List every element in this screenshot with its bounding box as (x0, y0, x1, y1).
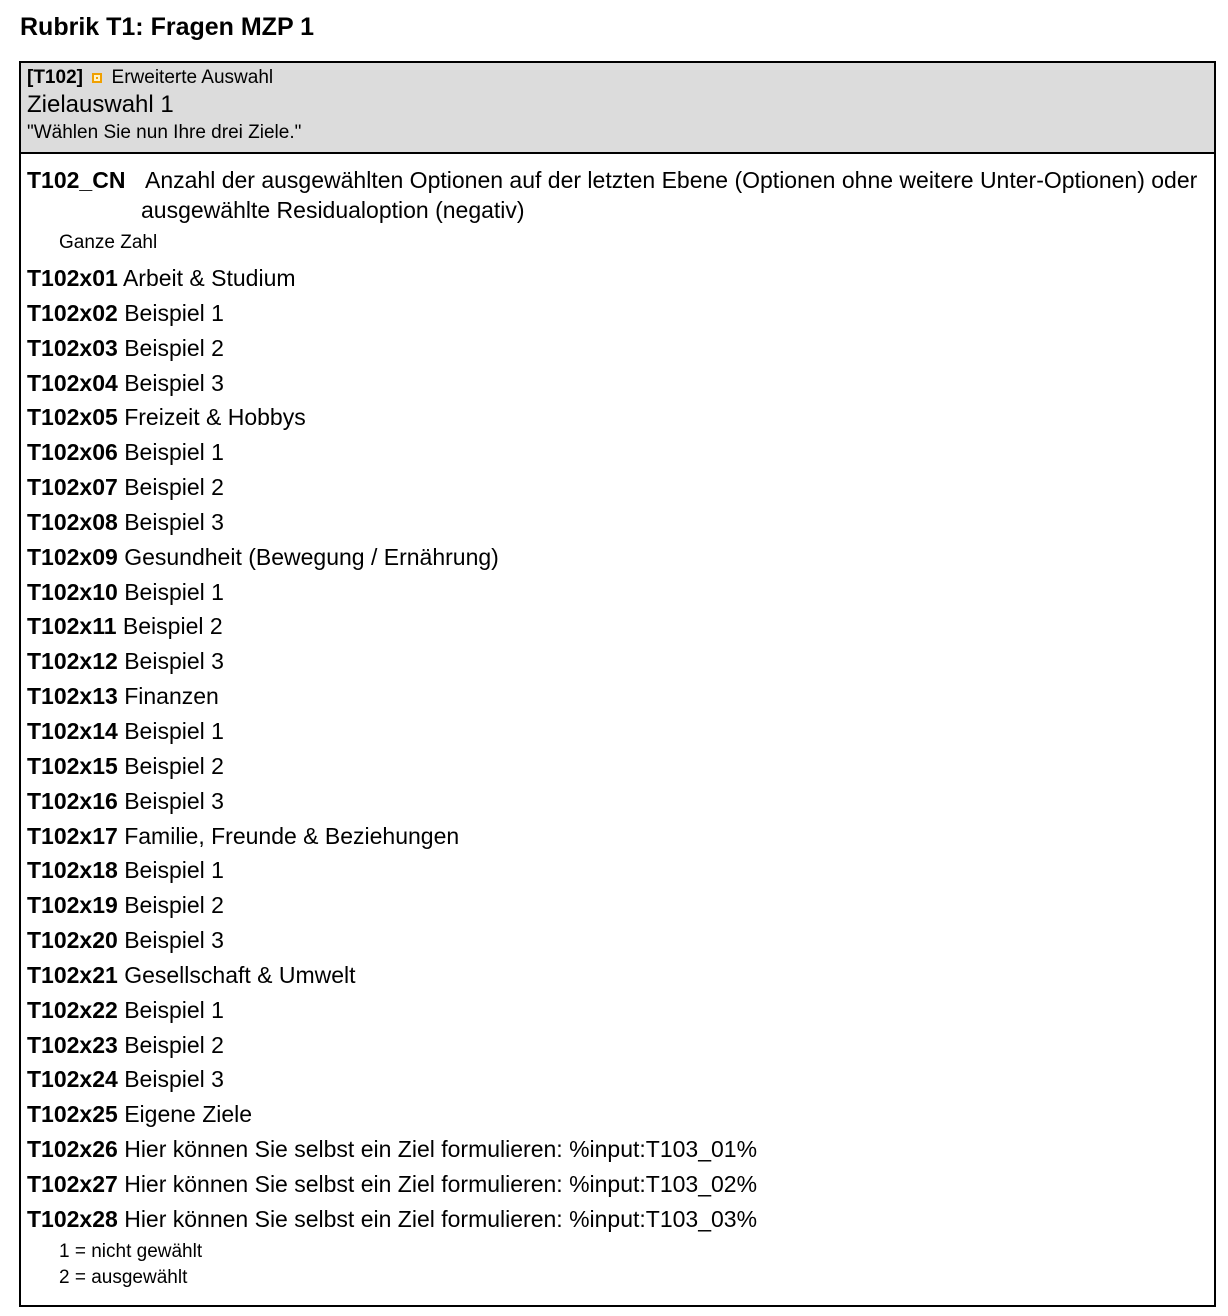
variable-row (27, 923, 1208, 958)
variable-code: T102x04 (27, 369, 118, 396)
variable-code: T102x26 (27, 1136, 118, 1163)
variable-code: T102x22 (27, 996, 118, 1023)
variable-label: Beispiel 3 (124, 787, 224, 814)
variable-label: Gesundheit (Bewegung / Ernährung) (124, 543, 499, 570)
count-variable-row (27, 165, 1208, 225)
variable-row (27, 331, 1208, 366)
variable-code: T102x24 (27, 1066, 118, 1093)
variable-label: Beispiel 3 (124, 369, 224, 396)
variable-row (27, 470, 1208, 505)
variable-label: Eigene Ziele (124, 1101, 253, 1128)
variable-code: T102x15 (27, 752, 118, 779)
variable-row (27, 1097, 1208, 1132)
variable-label: Beispiel 3 (124, 508, 224, 535)
variable-row (27, 853, 1208, 888)
variable-code: T102x23 (27, 1031, 118, 1058)
variable-row (27, 261, 1208, 296)
question-prompt: "Wählen Sie nun Ihre drei Ziele." (27, 122, 302, 143)
variable-row (27, 366, 1208, 401)
variable-code: T102x27 (27, 1170, 118, 1197)
variable-label: Beispiel 1 (124, 578, 224, 605)
variable-code: T102x05 (27, 404, 118, 431)
variable-row (27, 958, 1208, 993)
variable-list (27, 261, 1208, 1237)
variable-code: T102x03 (27, 334, 118, 361)
variable-row (27, 1062, 1208, 1097)
variable-label: Hier können Sie selbst ein Ziel formulieren: %input:T103_01% (124, 1136, 758, 1163)
variable-label: Beispiel 1 (124, 439, 224, 466)
variable-code: T102x07 (27, 474, 118, 501)
variable-row (27, 1028, 1208, 1063)
variable-code: T102x25 (27, 1101, 118, 1128)
variable-label: Beispiel 1 (124, 717, 224, 744)
variable-row (27, 644, 1208, 679)
variable-code: T102x13 (27, 683, 118, 710)
variable-code: T102x02 (27, 299, 118, 326)
question-body (21, 154, 1214, 1291)
variable-label: Familie, Freunde & Beziehungen (124, 822, 460, 849)
variable-label: Gesellschaft & Umwelt (124, 961, 356, 988)
variable-label: Arbeit & Studium (122, 265, 296, 291)
variable-label: Hier können Sie selbst ein Ziel formulieren: %input:T103_03% (124, 1205, 758, 1232)
variable-label: Beispiel 3 (124, 1066, 224, 1093)
variable-row (27, 1132, 1208, 1167)
value-label: 2 = ausgewählt (59, 1266, 188, 1288)
variable-label: Beispiel 3 (124, 927, 224, 954)
variable-label: Beispiel 2 (124, 474, 224, 501)
extended-selection-icon (92, 73, 102, 83)
variable-row (27, 609, 1208, 644)
question-header (21, 63, 1214, 154)
variable-code: T102x09 (27, 543, 118, 570)
variable-code: T102x08 (27, 508, 118, 535)
variable-row (27, 993, 1208, 1028)
variable-code: T102x17 (27, 822, 118, 849)
variable-code: T102x28 (27, 1205, 118, 1232)
variable-row (27, 435, 1208, 470)
variable-label: Beispiel 2 (124, 334, 224, 361)
variable-row (27, 1202, 1208, 1237)
variable-code: T102x20 (27, 927, 118, 954)
variable-label: Freizeit & Hobbys (124, 404, 306, 431)
variable-code: T102x10 (27, 578, 118, 605)
variable-label: Hier können Sie selbst ein Ziel formulieren: %input:T103_02% (124, 1170, 758, 1197)
variable-row (27, 819, 1208, 854)
variable-row (27, 679, 1208, 714)
variable-row (27, 400, 1208, 435)
variable-row (27, 714, 1208, 749)
question-type-label: Erweiterte Auswahl (111, 67, 274, 88)
variable-label: Beispiel 2 (124, 892, 224, 919)
variable-label: Beispiel 2 (124, 1031, 224, 1058)
value-labels (27, 1239, 1208, 1291)
variable-code: T102x06 (27, 439, 118, 466)
question-title: Zielauswahl 1 (27, 91, 174, 118)
variable-row (27, 505, 1208, 540)
count-variable-description: Anzahl der ausgewählten Optionen auf der letzten Ebene (Optionen ohne weitere Unter-Optionen) oder ausgewählte Residualoption (negativ) (141, 167, 1198, 223)
variable-code: T102x12 (27, 648, 118, 675)
variable-code: T102x01 (27, 265, 118, 291)
variable-row (27, 1167, 1208, 1202)
variable-code: T102x18 (27, 857, 118, 884)
value-label: 1 = nicht gewählt (59, 1240, 203, 1262)
variable-label: Beispiel 2 (124, 752, 224, 779)
variable-row (27, 749, 1208, 784)
variable-label: Finanzen (124, 683, 219, 710)
variable-row (27, 540, 1208, 575)
variable-label: Beispiel 1 (124, 996, 224, 1023)
variable-label: Beispiel 2 (122, 613, 223, 640)
variable-row (27, 888, 1208, 923)
variable-label: Beispiel 3 (124, 648, 224, 675)
question-box (19, 61, 1216, 1307)
page-title: Rubrik T1: Fragen MZP 1 (20, 13, 315, 41)
variable-code: T102x21 (27, 961, 118, 988)
variable-label: Beispiel 1 (124, 299, 224, 326)
question-id: [T102] (27, 67, 83, 88)
variable-label: Beispiel 1 (124, 857, 224, 884)
variable-row (27, 296, 1208, 331)
count-variable-type: Ganze Zahl (59, 232, 158, 253)
variable-code: T102x11 (27, 613, 117, 640)
count-variable-code: T102_CN (27, 167, 126, 193)
variable-code: T102x14 (27, 717, 118, 744)
variable-code: T102x16 (27, 787, 118, 814)
question-id-line (27, 66, 1208, 90)
variable-row (27, 575, 1208, 610)
variable-code: T102x19 (27, 892, 118, 919)
variable-row (27, 784, 1208, 819)
